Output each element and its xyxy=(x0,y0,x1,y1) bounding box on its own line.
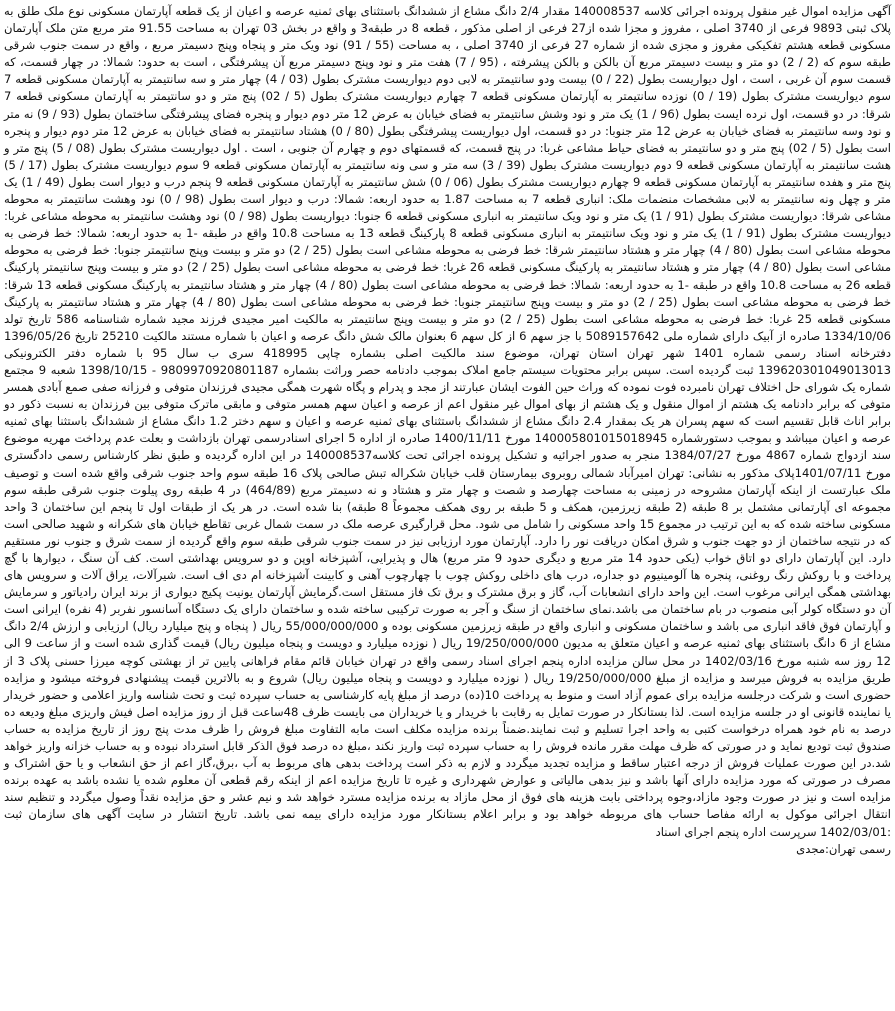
notice-signature: رسمی تهران:مجدی xyxy=(796,841,891,856)
notice-body-text: آگهی مزایده اموال غیر منقول پرونده اجرائی کلاسه 140008537 مقدار 2/4 دانگ مشاع از ششدانگ باستثنای بهای ثمنیه عرصه و اعیان از یک قطعه آپارتمان مسکونی نوع ملک طلق به پلاک ثبتی 9893 فرعی از 3740 اصلی ، مفروز و مجزا شده از27 فرعی از اصلی مذکور ، قطعه 8 در طبقه3 و واقع در بخش 03 تهران به مساحت 91.55 متر مربع متن ملک آپارتمان مسکونی قطعه هشتم تفکیکی مفروز و مجزی شده از شماره 27 فرعی از 3740 اصلی ، به مساحت (55 / 91) نود ویک متر و پنجاه وپنج دسیمتر مربع ، واقع در سمت جنوب شرقی طبقه سوم که (2 / 2) دو متر و بیست دسیمتر مربع آن بالکن و بالکن پیشرفته ، (95 / 7) هفت متر و نود وپنج دسیمتر مربع آن پیشرفتگی ، است به حدود: شمالا: در چهار قسمت، که قسمت سوم آن غربی ، است ، اول دیواریست بطول (22 / 0) بیست ودو سانتیمتر به لابی دوم دیواریست مشترک بطول (03 / 4) چهار متر و سه سانتیمتر به آپارتمان مسکونی قطعه 7 سوم دیواریست مشترک بطول (19 / 0) نوزده سانتیمتر به آپارتمان مسکونی قطعه 7 چهارم دیواریست مشترک بطول (5 / 02) پنج متر و دو سانتیمتر به آپارتمان مسکونی قطعه 7 شرقا: در دو قسمت، اول نرده ایست بطول (96 / 1) یک متر و نود وشش سانتیمتر به فضای خیابان به عرض 12 متر دوم دیوار و پنجره فضای پیشرفتگی ساختمان بطول (93 / 9) نه متر و نود وسه سانتیمتر به فضای خیابان به عرض 12 متر جنوبا: در دو قسمت، اول دیواریست پیشرفتگی بطول (80 / 0) هشتاد سانتیمتر به فضای خیابان به عرض 12 متر دوم دیوار و پنجره است بطول (5 / 02) پنج متر و دو سانتیمتر به فضای حیاط مشاعی غربا: در پنج قسمت، که قسمتهای دوم و چهارم آن جنوبی ، است . اول دیواریست مشترک بطول (08 / 5) پنج متر و هشت سانتیمتر به آپارتمان مسکونی قطعه 9 دوم دیواریست مشترک بطول (39 / 3) سه متر و سی ونه سانتیمتر به آپارتمان مسکونی قطعه 9 سوم دیواریست مشترک بطول (17 / 5) پنج متر و هفده سانتیمتر به آپارتمان مسکونی قطعه 9 چهارم دیواریست مشترک بطول (06 / 0) شش سانتیمتر به آپارتمان مسکونی قطعه 9 پنجم درب و دیوار است بطول (49 / 1) یک متر و چهل ونه سانتیمتر به لابی مشخصات منضمات ملک: انباری قطعه 7 به مساحت 1.87 به حدود اربعه: شمالا: درب و دیوار است بطول (98 / 0) نود وهشت سانتیمتر به محوطه مشاعی شرقا: دیواریست مشترک بطول (91 / 1) یک متر و نود ویک سانتیمتر به انباری مسکونی قطعه 6 جنوبا: دیواریست بطول (98 / 0) نود وهشت سانتیمتر به محوطه مشاعی غربا: دیواریست مشترک بطول (91 / 1) یک متر و نود ویک سانتیمتر به انباری مسکونی قطعه 8 پارکینگ قطعه 13 به مساحت 10.8 واقع در طبقه -1 به حدود اربعه: شمالا: خط فرضی به محوطه مشاعی است بطول (80 / 4) چهار متر و هشتاد سانتیمتر شرقا: خط فرضی به محوطه مشاعی است بطول (25 / 2) دو متر و بیست وپنج سانتیمتر جنوبا: خط فرضی به محوطه مشاعی است بطول (80 / 4) چهار متر و هشتاد سانتیمتر به پارکینگ مسکونی قطعه 26 غربا: خط فرضی به محوطه مشاعی است بطول (25 / 2) دو متر و بیست وپنج سانتیمتر پارکینگ قطعه 26 به مساحت 10.8 واقع در طبقه -1 به حدود اربعه: شمالا: خط فرضی به محوطه مشاعی است بطول (80 / 4) چهار متر و هشتاد سانتیمتر به پارکینگ مسکونی قطعه 13 شرقا: خط فرضی به محوطه مشاعی است بطول (25 / 2) دو متر و بیست وپنج سانتیمتر جنوبا: خط فرضی به محوطه مشاعی است بطول (80 / 4) چهار متر و هشتاد سانتیمتر به پارکینگ مسکونی قطعه 25 غربا: خط فرضی به محوطه مشاعی است بطول (25 / 2) دو متر و بیست وپنج سانتیمتر به مالکیت امیر مجیدی فرزند مجید شماره شناسنامه 586 تاریخ تولد 1334/10/06 صادره از آبیک دارای شماره ملی 5089157642 با جز سهم 6 از کل سهم 6 بعنوان مالک شش دانگ عرصه و اعیان با شماره مستند مالکیت 25210 تاریخ 1396/05/26 دفترخانه اسناد رسمی شماره 1401 شهر تهران استان تهران، موضوع سند مالکیت اصلی بشماره چاپی 418995 سری ب سال 95 با شماره دفتر الکترونیکی 139620301049013013 ثبت گردیده است. سپس برابر محتویات سیستم جامع املاک بموجب دادنامه حصر وراثت بشماره 9809970920801187 - 1398/10/15 شعبه 9 مجتمع شماره یک شورای حل اختلاف تهران نامبرده فوت نموده که وراث حین الفوت ایشان عبارتند از مجد و پدرام و پگاه شهرت همگی مجیدی فرزندان متوفی و فرزانه صفی صمع آبادی همسر متوفی که برابر دادنامه یک هشتم از اموال منقول و یک هشتم از بهای اموال غیر منقول اعم از عرصه و اعیان سهم همسر متوفی و مابقی ماترک متوفی بین فرزندان به نسبت ذکور دو برابر اناث قابل تقسیم است که سهم پسران هر یک بمقدار 2.4 دانگ مشاع از ششدانگ باستثنای بهای ثمنیه عرصه و اعیان و سهم دختر 1.2 دانگ مشاع از ششدانگ باستثنا بهای ثمنیه عرصه و اعیان میباشد و بموجب دستورشماره 140005801015018945 مورخ 1400/11/11 صادره از اداره 5 اجرای اسنادرسمی تهران بازداشت و بعلت عدم پرداخت مهریه موضوع سند ازدواج شماره 4867 مورخ 1384/07/27 منجر به صدور اجرائیه و تشکیل پرونده اجرائی تحت کلاسه140008537 در این اداره گردیده و طبق نظر کارشناس رسمی دادگستری مورخ 1401/07/11پلاک مذکور به نشانی: تهران امیرآباد شمالی روبروی بیمارستان قلب خیابان شکراله تبش صالحی پلاک 16 طبقه سوم واحد جنوب شرقی واقع شده است و توصیف ملک عبارتست از اینکه آپارتمان مشروحه در زمینی به مساحت چهارصد و شصت و چهار متر و هشتاد و نه دسیمتر مربع (464/89) در 4 طبقه روی پیلوت جنوب شرقی طبقه سوم مجموعه ای آپارتمانی مشتمل بر 8 طبقه (2 طبقه زیرزمین، همکف و 5 طبقه بر روی همکف مجموعاً 8 طبقه) بنا شده است. در هر یک از طبقات اول تا پنجم این ساختمان 3 واحد مسکونی ساخته شده که به این ترتیب در مجموع 15 واحد مسکونی را شامل می شود. محل قرارگیری عرصه ملک در سمت شمال غربی تقاطع خیابان های شکرانه و شهید صالحی است که در نتیجه ساختمان از دو جهت جنوب و شرق امکان دریافت نور را دارد. آپارتمان مورد ارزیابی نیز در سمت جنوب شرقی طبقه سوم واقع گردیده از سمت شرق و جنوب نور مستقیم دارد. این آپارتمان دارای دو اتاق خواب (یکی حدود 14 متر مربع و دیگری حدود 9 متر مربع) هال و پذیرایی، آشپزخانه اوپن و دو سرویس بهداشتی است. کف آن سنگ ، دیوارها با گچ پرداخت و با روکش رنگ روغنی، پنجره ها آلومینیوم دو جداره، درب های داخلی روکش چوب با چهارچوب آهنی و کابینت آشپزخانه ام دی اف است. شیرآلات، یراق آلات و سرویس های بهداشتی همگی ایرانی مرغوب است. این واحد دارای انشعابات آب، گاز و برق مشترک و برق تک فاز مستقل است.گرمایش آپارتمان یونیت پکیج دیواری از برند ایران رادیاتور و سرمایش آن دو دستگاه کولر آبی منصوب در بام ساختمان می باشد.نمای ساختمان از سنگ و آجر به صورت ترکیبی ساخته شده و ساختمان دارای یک دستگاه آسانسور نفربر (4 نفره) ایرانی است و آپارتمان فوق فاقد انباری می باشد و ساختمان مسکونی و انباری واقع در طبقه زیرزمین مسکونی بوده و 55/000/000/000 ریال ( پنجاه و پنج میلیارد ریال) ارزیابی و ارزش 2/4 دانگ مشاع از 6 دانگ باستثنای بهای ثمنیه عرصه و اعیان متعلق به مدیون 19/250/000/000 ریال ( نوزده میلیارد و دویست و پنجاه میلیون ریال) قیمت گذاری شده است و از ساعت 9 الی 12 روز سه شنبه مورخ 1402/03/16 در محل سالن مزایده اداره پنجم اجرای اسناد رسمی واقع در تهران خیابان قائم مقام فراهانی پایین تر از بهشتی کوچه میرزا حسنی پلاک 3 از طریق مزایده به فروش میرسد و مزایده از مبلغ 19/250/000/000 ریال ( نوزده میلیارد و دویست و پنجاه میلیون ریال) شروع و به بالاترین قیمت پیشنهادی فروخته میشود و مزایده حضوری است و شرکت درجلسه مزایده برای عموم آزاد است و منوط به پرداخت 10(ده) درصد از مبلغ پایه کارشناسی به حساب سپرده ثبت و تحت شناسه واریز اعلامی و حضور خریدار یا نماینده قانونی او در جلسه مزایده است. لذا بستانکار در صورت تمایل به رقابت با خریدار و یا خریداران می بایست ظرف 48ساعت قبل از روز مزایده اصل فیش واریزی مبلغ ودیعه ده درصد به نام خود همراه درخواست کتبی به واحد اجرا تسلیم و ثبت نمایند.ضمناً برنده مزایده مکلف است مابه التفاوت مبلغ فروش را ظرف مدت پنج روز از تاریخ مزایده به حساب صندوق ثبت تودیع نماید و در صورتی که ظرف مهلت مقرر مانده فروش را به حساب سپرده ثبت واریز نکند ،مبلغ ده درصد فوق الذکر قابل استرداد نبوده و به حساب خزانه واریز خواهد شد.در این صورت عملیات فروش از درجه اعتبار ساقط و مزایده تجدید میگردد و لازم به ذکر است پرداخت بدهی های مربوط به آب ،برق،گاز اعم از حق انشعاب و یا حق اشتراک و مصرف در صورتی که مورد مزایده دارای آنها باشد و نیز بدهی مالیاتی و عوارض شهرداری و غیره تا تاریخ مزایده اعم از اینکه رقم قطعی آن معلوم شده یا نشده باشد به عهده برنده مزایده است و نیز در صورت وجود مازاد،وجوه پرداختی بابت هزینه های فوق از محل مازاد به برنده مزایده مسترد خواهد شد و نیم عشر و حق مزایده نقداً وصول میگردد و تنظیم سند انتقال اجرائی موکول به ارائه مفاصا حساب های مربوطه خواهد بود و برابر اعلام بستانکار مورد مزایده دارای بیمه نمی باشد. تاریخ انتشار در سایت آگهی های سازمان ثبت :1402/03/01 سرپرست اداره پنجم اجرای اسناد xyxy=(4,4,892,839)
